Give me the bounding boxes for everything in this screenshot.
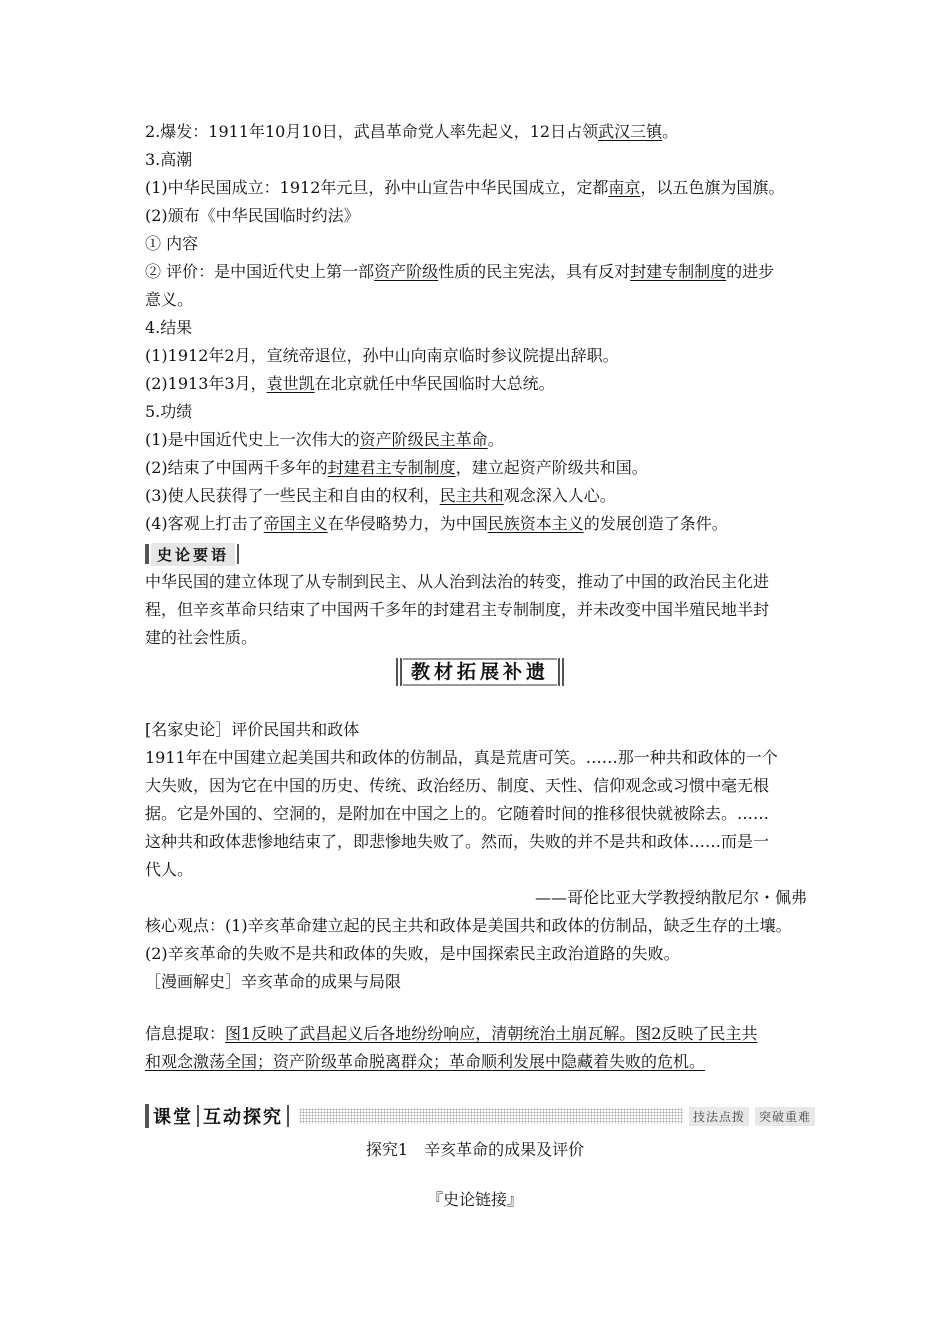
heading-climax: 3.高潮 xyxy=(145,150,193,169)
quote-line: 这种共和政体悲惨地结束了，即悲惨地失败了。然而，失败的并不是共和政体……而是一 xyxy=(145,832,770,851)
text: 。 xyxy=(662,122,679,141)
text: (2)1913年3月， xyxy=(145,374,267,393)
banner-bar xyxy=(287,1105,289,1127)
section-title: 教材拓展补遗 xyxy=(403,658,557,686)
banner-bar xyxy=(197,1105,199,1127)
text: (3)使人民获得了一些民主和自由的权利， xyxy=(145,486,440,505)
text: 观念深入人心。 xyxy=(503,486,616,505)
classroom-banner xyxy=(145,1103,815,1129)
text: 的进步 xyxy=(726,262,775,281)
quote-line: 1911年在中国建立起美国共和政体的仿制品，真是荒唐可笑。……那一种共和政体的一个 xyxy=(145,748,778,767)
result-line-1: (1)1912年2月，宣统帝退位，孙中山向南京临时参议院提出辞职。 xyxy=(145,346,619,365)
achievement-2 xyxy=(145,458,648,478)
text: 的发展创造了条件。 xyxy=(583,514,728,533)
quote-attribution: ——哥伦比亚大学教授纳散尼尔・佩弗 xyxy=(534,888,807,907)
info-label: 信息提取： xyxy=(145,1024,226,1043)
key-term: 民主共和 xyxy=(439,486,504,505)
summary-line: 程，但辛亥革命只结束了中国两千多年的封建君主专制制度，并未改变中国半殖民地半封 xyxy=(145,600,770,619)
text: 。 xyxy=(487,430,504,449)
heading-achievements: 5.功绩 xyxy=(145,402,193,421)
key-term: 民族资本主义 xyxy=(487,514,584,533)
tag-bar xyxy=(237,544,239,564)
key-term: 资产阶级民主革命 xyxy=(359,430,488,449)
content-line: ① 内容 xyxy=(145,234,199,253)
quote-line: 大失败，因为它在中国的历史、传统、政治经历、制度、天性、信仰观念或习惯中毫无根 xyxy=(145,776,770,795)
info-text: 和观念激荡全国；资产阶级革命脱离群众；革命顺利发展中隐藏着失败的危机。 xyxy=(145,1052,706,1071)
quote-line: 代人。 xyxy=(145,860,194,879)
banner-bar xyxy=(558,658,560,686)
roc-founding-line xyxy=(145,178,784,198)
text: ② 评价：是中国近代史上第一部 xyxy=(145,262,375,281)
text: 性质的民主宪法，具有反对 xyxy=(438,262,631,281)
banner-bar xyxy=(396,658,398,686)
history-key-points-tag xyxy=(145,543,239,565)
provisional-constitution-line: (2)颁布《中华民国临时约法》 xyxy=(145,206,360,225)
text: (1)中华民国成立：1912年元旦，孙中山宣告中华民国成立，定都 xyxy=(145,178,609,197)
tag-bar xyxy=(145,544,149,564)
text: 2.爆发：1911年10月10日，武昌革命党人率先起义，12日占领 xyxy=(145,122,599,141)
info-extraction-line xyxy=(145,1024,757,1044)
evaluation-line xyxy=(145,262,774,282)
info-extraction-line xyxy=(145,1052,705,1072)
explore-title: 探究1 辛亥革命的成果及评价 xyxy=(365,1140,585,1159)
banner-bar xyxy=(145,1104,149,1128)
text: ，建立起资产阶级共和国。 xyxy=(455,458,648,477)
evaluation-line-cont: 意义。 xyxy=(145,290,194,309)
result-line-2 xyxy=(145,374,555,394)
key-term: 封建君主专制制度 xyxy=(327,458,456,477)
achievement-3 xyxy=(145,486,616,506)
text: (4)客观上打击了 xyxy=(145,514,264,533)
banner-bar xyxy=(562,658,564,686)
banner-bar xyxy=(400,658,402,686)
key-term: 资产阶级 xyxy=(374,262,439,281)
achievement-4 xyxy=(145,514,728,534)
summary-line: 建的社会性质。 xyxy=(145,628,258,647)
core-viewpoint-line: 核心观点：(1)辛亥革命建立起的民主共和政体是美国共和政体的仿制品，缺乏生存的土壤。 xyxy=(145,916,792,935)
text: (1)是中国近代史上一次伟大的 xyxy=(145,430,360,449)
dotted-fill xyxy=(299,1108,683,1124)
banner-right-2: 突破重难 xyxy=(755,1107,815,1126)
core-viewpoint-line: (2)辛亥革命的失败不是共和政体的失败，是中国探索民主政治道路的失败。 xyxy=(145,944,680,963)
key-term: 帝国主义 xyxy=(263,514,328,533)
tag-label: 史论要语 xyxy=(151,543,235,566)
link-title: 『史论链接』 xyxy=(426,1190,523,1209)
text: 在北京就任中华民国临时大总统。 xyxy=(314,374,555,393)
heading-result: 4.结果 xyxy=(145,318,193,337)
outbreak-line xyxy=(145,122,678,142)
key-term: 武汉三镇 xyxy=(598,122,663,141)
cartoon-heading: ［漫画解史］辛亥革命的成果与局限 xyxy=(145,972,402,991)
banner-right-1: 技法点拨 xyxy=(689,1107,749,1126)
banner-part2: 互动探究 xyxy=(203,1107,283,1128)
section-title-banner xyxy=(395,657,565,687)
key-term: 袁世凯 xyxy=(266,374,315,393)
quote-heading: [名家史论］评价民国共和政体 xyxy=(145,720,360,739)
info-text: 图1反映了武昌起义后各地纷纷响应，清朝统治土崩瓦解。图2反映了民主共 xyxy=(225,1024,758,1043)
summary-line: 中华民国的建立体现了从专制到民主、从人治到法治的转变，推动了中国的政治民主化进 xyxy=(145,572,770,591)
text: 在华侵略势力，为中国 xyxy=(327,514,488,533)
text: (2)结束了中国两千多年的 xyxy=(145,458,328,477)
key-term: 封建专制制度 xyxy=(630,262,727,281)
achievement-1 xyxy=(145,430,504,450)
banner-part1: 课堂 xyxy=(153,1107,193,1128)
key-term: 南京 xyxy=(608,178,641,197)
text: ，以五色旗为国旗。 xyxy=(640,178,785,197)
quote-line: 据。它是外国的、空洞的，是附加在中国之上的。它随着时间的推移很快就被除去。…… xyxy=(145,804,770,823)
